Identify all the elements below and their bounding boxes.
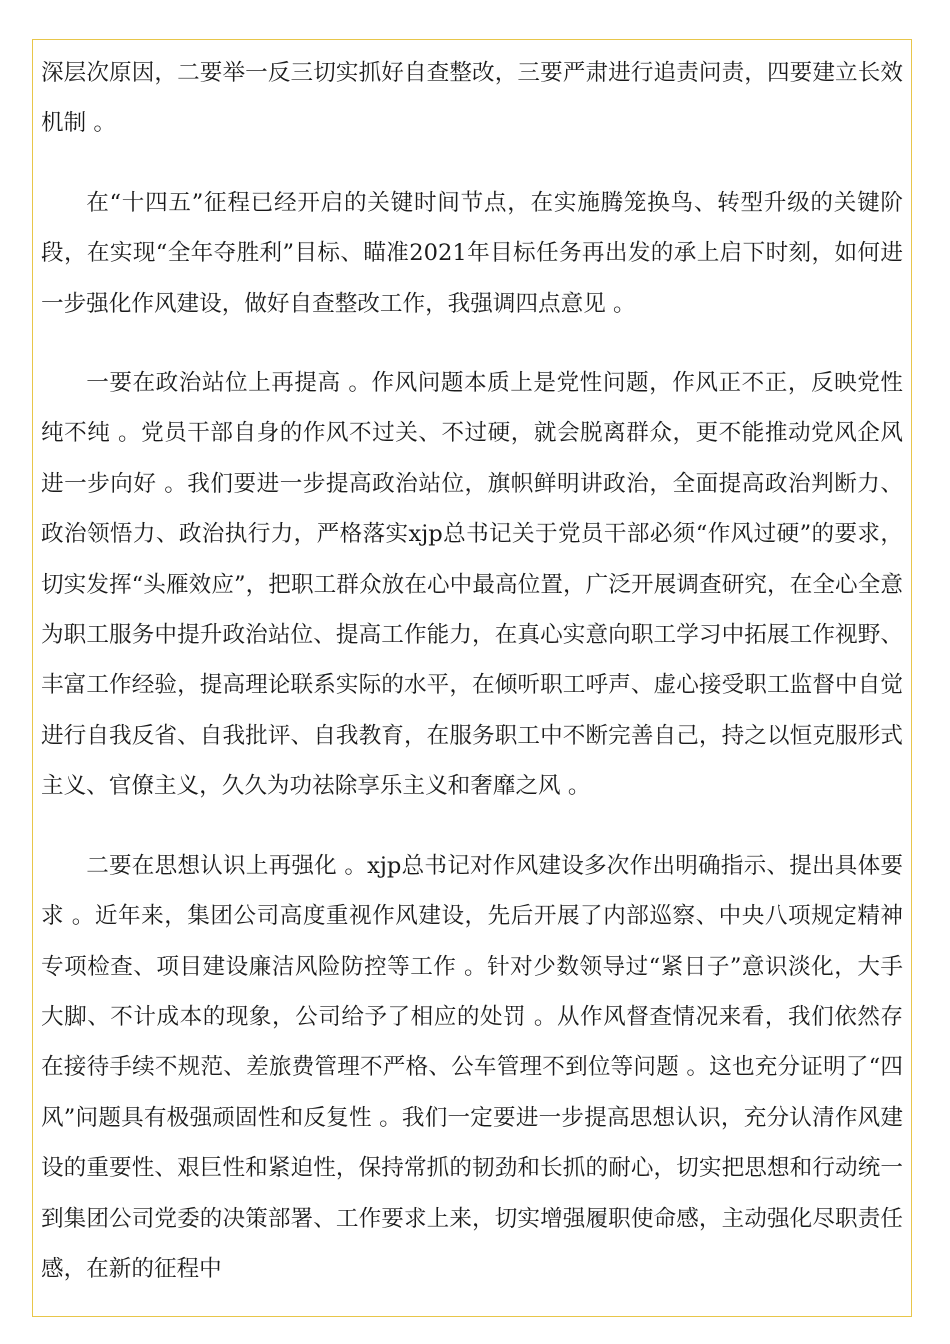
paragraph-3: 一要在政治站位上再提高 。作风问题本质上是党性问题，作风正不正，反映党性纯不纯 。党员干部自身的作风不过关、不过硬，就会脱离群众，更不能推动党风企风进一步向好 。我们要进一步提高政治站位，旗帜鲜明讲政治，全面提高政治判断力、政治领悟力、政治执行力，严格落实xjp总书记关于党员干部必须“作风过硬”的要求，切实发挥“头雁效应”，把职工群众放在心中最高位置，广泛开展调查研究，在全心全意为职工服务中提升政治站位、提高工作能力，在真心实意向职工学习中拓展工作视野、丰富工作经验，提高理论联系实际的水平，在倾听职工呼声、虚心接受职工监督中自觉进行自我反省、自我批评、自我教育，在服务职工中不断完善自己，持之以恒克服形式主义、官僚主义，久久为功祛除享乐主义和奢靡之风 。 [41, 370, 903, 800]
paragraph-2: 在“十四五”征程已经开启的关键时间节点，在实施腾笼换鸟、转型升级的关键阶段，在实现“全年夺胜利”目标、瞄准2021年目标任务再出发的承上启下时刻，如何进一步强化作风建设，做好自查整改工作，我强调四点意见 。 [41, 189, 903, 317]
paragraph-1: 深层次原因，二要举一反三切实抓好自查整改，三要严肃进行追责问责，四要建立长效机制 。 [41, 60, 903, 137]
paragraph-4: 二要在思想认识上再强化 。xjp总书记对作风建设多次作出明确指示、提出具体要求 。近年来，集团公司高度重视作风建设，先后开展了内部巡察、中央八项规定精神专项检查、项目建设廉洁风险防控等工作 。针对少数领导过“紧日子”意识淡化，大手大脚、不计成本的现象，公司给予了相应的处罚 。从作风督查情况来看，我们依然存在接待手续不规范、差旅费管理不严格、公车管理不到位等问题 。这也充分证明了“四风”问题具有极强顽固性和反复性 。我们一定要进一步提高思想认识，充分认清作风建设的重要性、艰巨性和紧迫性，保持常抓的韧劲和长抓的耐心，切实把思想和行动统一到集团公司党委的决策部署、工作要求上来，切实增强履职使命感，主动强化尽职责任感，在新的征程中 [41, 852, 903, 1282]
document-body [41, 48, 903, 1317]
page-frame [32, 39, 912, 1317]
